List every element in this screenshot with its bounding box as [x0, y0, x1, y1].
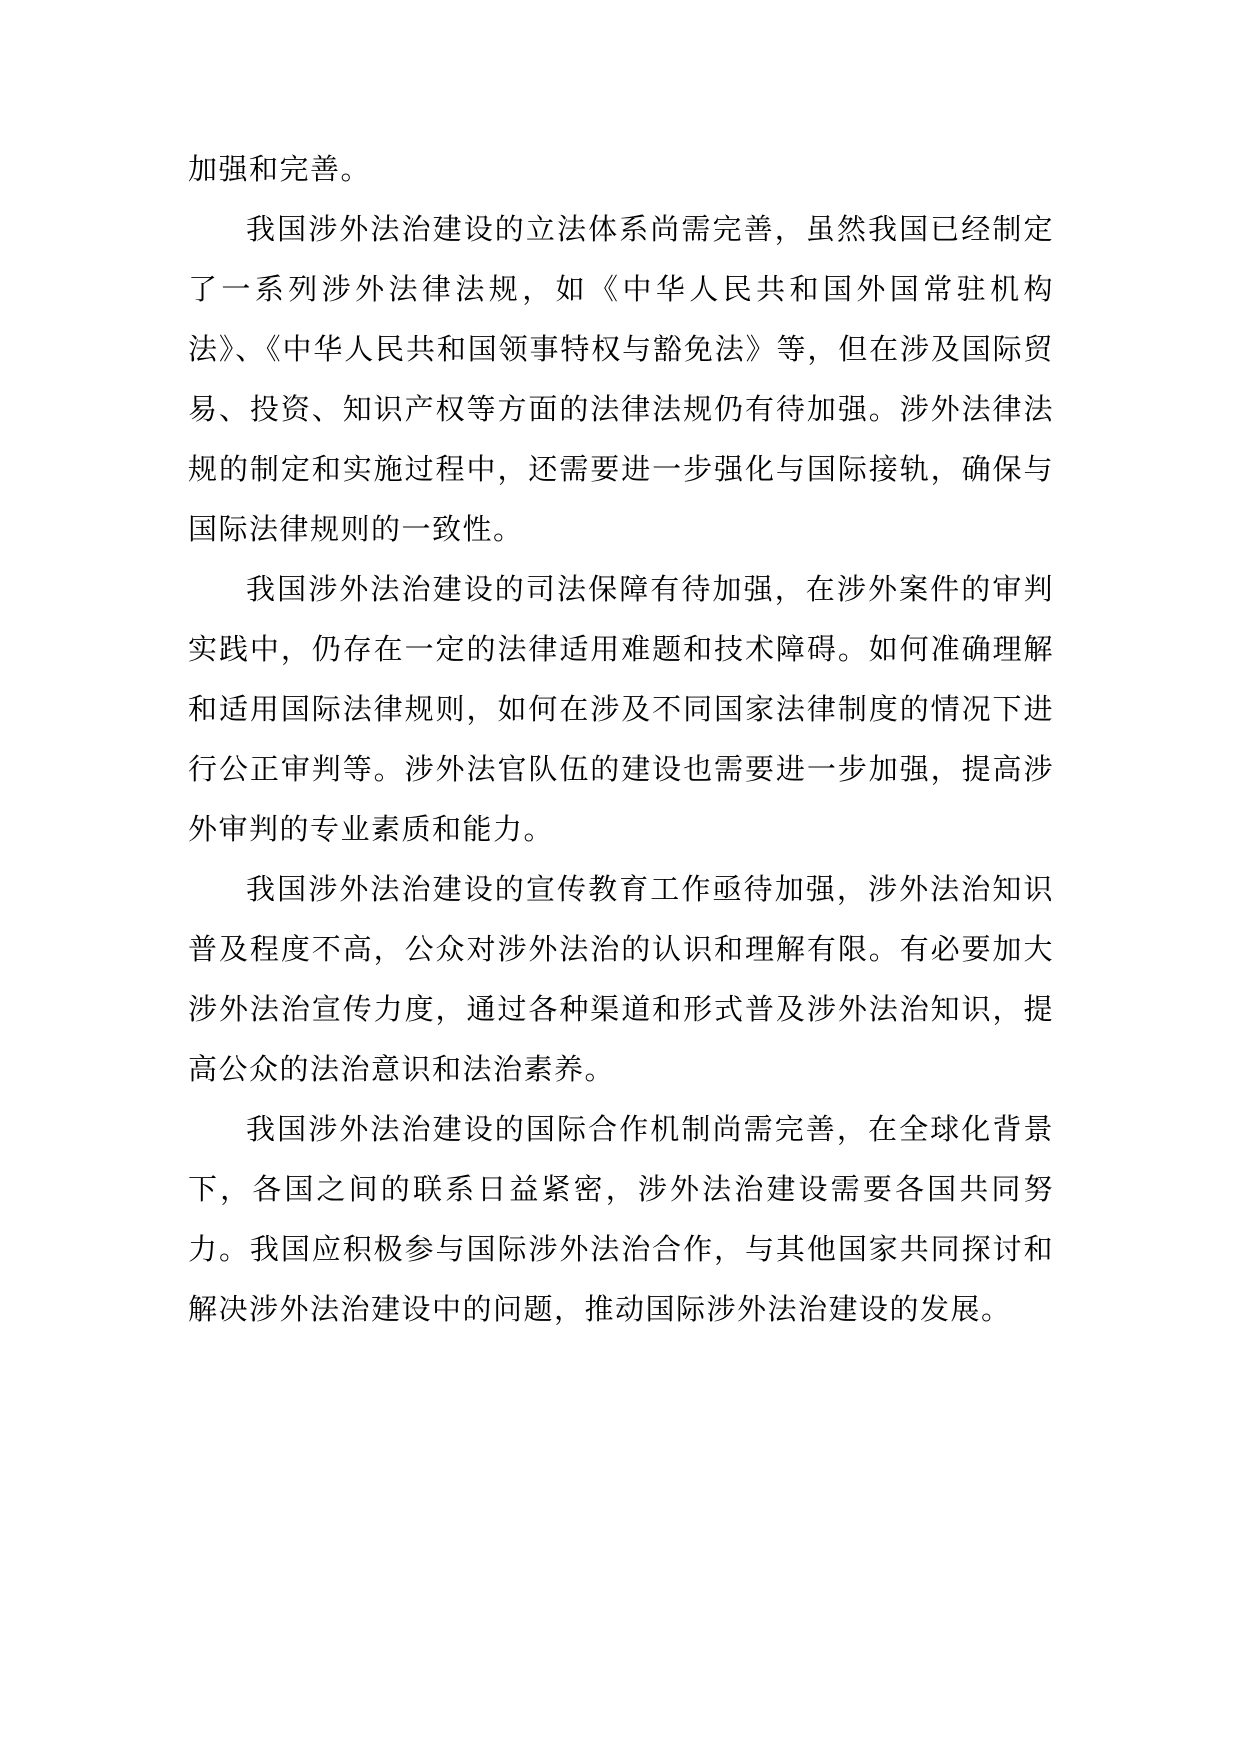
document-body	[188, 139, 1054, 1339]
paragraph-legislation: 我国涉外法治建设的立法体系尚需完善，虽然我国已经制定了一系列涉外法律法规，如《中华人民共和国外国常驻机构法》、《中华人民共和国领事特权与豁免法》等，但在涉及国际贸易、投资、知识产权等方面的法律法规仍有待加强。涉外法律法规的制定和实施过程中，还需要进一步强化与国际接轨，确保与国际法律规则的一致性。	[188, 212, 1054, 546]
paragraph-cooperation: 我国涉外法治建设的国际合作机制尚需完善，在全球化背景下，各国之间的联系日益紧密，涉外法治建设需要各国共同努力。我国应积极参与国际涉外法治合作，与其他国家共同探讨和解决涉外法治建设中的问题，推动国际涉外法治建设的发展。	[188, 1112, 1054, 1326]
continuation-paragraph: 加强和完善。	[188, 152, 372, 186]
paragraph-education: 我国涉外法治建设的宣传教育工作亟待加强，涉外法治知识普及程度不高，公众对涉外法治的认识和理解有限。有必要加大涉外法治宣传力度，通过各种渠道和形式普及涉外法治知识，提高公众的法治意识和法治素养。	[188, 872, 1054, 1086]
paragraph-judicial: 我国涉外法治建设的司法保障有待加强，在涉外案件的审判实践中，仍存在一定的法律适用难题和技术障碍。如何准确理解和适用国际法律规则，如何在涉及不同国家法律制度的情况下进行公正审判等。涉外法官队伍的建设也需要进一步加强，提高涉外审判的专业素质和能力。	[188, 572, 1054, 846]
